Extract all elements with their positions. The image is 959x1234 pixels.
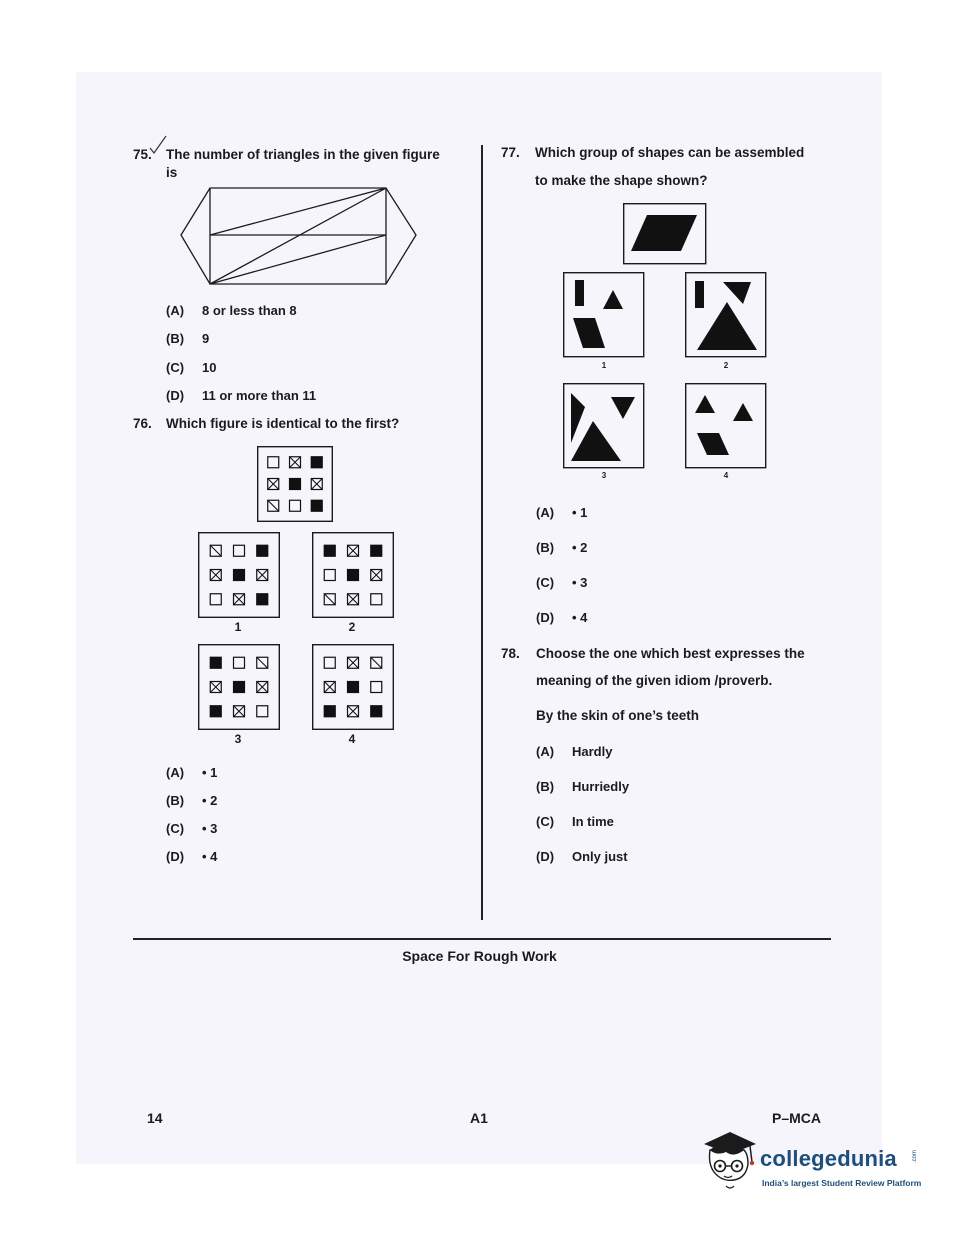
q76-figure-4-grid	[312, 644, 394, 730]
q76-text: Which figure is identical to the first?	[166, 416, 400, 431]
grid-cell-open	[234, 545, 245, 556]
grid-cell-slash	[324, 594, 335, 605]
q75-option-c[interactable]: (C) 10	[166, 360, 217, 375]
grid-cell-filled	[348, 682, 359, 693]
grid-cell-filled	[234, 682, 245, 693]
footer-paper-code: P–MCA	[772, 1110, 822, 1126]
check-mark-icon	[148, 134, 168, 156]
grid-cell-open	[268, 457, 279, 468]
q77-figure-2-label: 2	[723, 361, 729, 370]
grid-cell-cross	[257, 682, 268, 693]
grid-cell-filled	[234, 570, 245, 581]
collegedunia-tagline: India’s largest Student Review Platform	[762, 1178, 922, 1188]
collegedunia-mascot-icon	[700, 1130, 758, 1194]
grid-cell-cross	[348, 594, 359, 605]
grid-cell-filled	[311, 457, 322, 468]
q76-option-b[interactable]: (B) • 2	[166, 793, 218, 808]
grid-cell-cross	[257, 570, 268, 581]
q76-option-c[interactable]: (C) • 3	[166, 821, 218, 836]
grid-cell-cross	[290, 457, 301, 468]
grid-cell-cross	[268, 479, 279, 490]
q76-option-a[interactable]: (A) • 1	[166, 765, 218, 780]
q78-option-d[interactable]: (D) Only just	[536, 849, 628, 864]
q77-number: 77.	[501, 145, 520, 160]
q76-number: 76.	[133, 416, 152, 431]
q76-figure-2-label: 2	[348, 620, 356, 634]
q76-figure-1-grid	[198, 532, 280, 618]
grid-cell-filled	[290, 479, 301, 490]
q75-triangle-figure	[178, 183, 418, 288]
collegedunia-suffix: .com	[912, 1150, 918, 1164]
grid-cell-slash	[268, 500, 279, 511]
grid-cell-open	[210, 594, 221, 605]
q77-option-d[interactable]: (D) • 4	[536, 610, 588, 625]
grid-cell-filled	[324, 545, 335, 556]
grid-cell-cross	[311, 479, 322, 490]
q78-idiom: By the skin of one’s teeth	[536, 708, 700, 723]
grid-cell-slash	[371, 657, 382, 668]
q78-option-c[interactable]: (C) In time	[536, 814, 614, 829]
q77-figure-3-label: 3	[601, 471, 607, 480]
column-divider	[481, 145, 483, 920]
grid-cell-cross	[234, 706, 245, 717]
q76-figure-2-grid	[312, 532, 394, 618]
grid-cell-filled	[371, 706, 382, 717]
q76-option-d[interactable]: (D) • 4	[166, 849, 218, 864]
grid-cell-slash	[210, 545, 221, 556]
q77-text-line2: to make the shape shown?	[535, 173, 708, 188]
q76-figure-4-label: 4	[348, 732, 356, 746]
q75-option-b[interactable]: (B) 9	[166, 331, 210, 346]
grid-cell-filled	[371, 545, 382, 556]
q77-figure-1	[563, 272, 645, 358]
footer-set-code: A1	[470, 1110, 488, 1126]
grid-cell-filled	[257, 594, 268, 605]
grid-cell-filled	[210, 657, 221, 668]
grid-cell-open	[290, 500, 301, 511]
q78-option-a[interactable]: (A) Hardly	[536, 744, 613, 759]
grid-cell-filled	[257, 545, 268, 556]
q77-figure-4	[685, 383, 767, 469]
grid-cell-cross	[324, 682, 335, 693]
grid-cell-cross	[371, 570, 382, 581]
grid-cell-cross	[210, 682, 221, 693]
q75-text-line1: The number of triangles in the given figure	[166, 147, 440, 162]
q77-figure-1-label: 1	[601, 361, 607, 370]
grid-cell-cross	[210, 570, 221, 581]
rough-work-divider	[133, 938, 831, 940]
q77-figure-4-label: 4	[723, 471, 729, 480]
q75-option-a[interactable]: (A) 8 or less than 8	[166, 303, 297, 318]
q75-text-line2: is	[166, 165, 178, 180]
q78-number: 78.	[501, 646, 520, 661]
q77-figure-2	[685, 272, 767, 358]
grid-cell-open	[324, 570, 335, 581]
grid-cell-slash	[257, 657, 268, 668]
q78-text-line2: meaning of the given idiom /proverb.	[536, 673, 773, 688]
q77-target-shape	[623, 203, 707, 265]
grid-cell-filled	[324, 706, 335, 717]
q77-option-c[interactable]: (C) • 3	[536, 575, 588, 590]
grid-cell-open	[371, 594, 382, 605]
q77-option-b[interactable]: (B) • 2	[536, 540, 588, 555]
grid-cell-filled	[348, 570, 359, 581]
grid-cell-open	[234, 657, 245, 668]
q77-figure-3	[563, 383, 645, 469]
q76-original-grid	[257, 446, 333, 522]
collegedunia-brand: collegedunia	[760, 1146, 897, 1171]
q77-option-a[interactable]: (A) • 1	[536, 505, 588, 520]
q77-text-line1: Which group of shapes can be assembled	[535, 145, 805, 160]
grid-cell-cross	[348, 545, 359, 556]
q76-figure-1-label: 1	[234, 620, 242, 634]
grid-cell-open	[257, 706, 268, 717]
q76-figure-3-label: 3	[234, 732, 242, 746]
grid-cell-open	[371, 682, 382, 693]
q75-option-d[interactable]: (D) 11 or more than 11	[166, 388, 317, 403]
q76-figure-3-grid	[198, 644, 280, 730]
footer-page-number: 14	[147, 1110, 163, 1126]
q75-number: 75.	[133, 147, 152, 162]
rough-work-label: Space For Rough Work	[402, 948, 557, 964]
grid-cell-cross	[348, 657, 359, 668]
grid-cell-filled	[311, 500, 322, 511]
q78-text-line1: Choose the one which best expresses the	[536, 646, 805, 661]
grid-cell-filled	[210, 706, 221, 717]
grid-cell-cross	[234, 594, 245, 605]
grid-cell-open	[324, 657, 335, 668]
q78-option-b[interactable]: (B) Hurriedly	[536, 779, 630, 794]
grid-cell-cross	[348, 706, 359, 717]
